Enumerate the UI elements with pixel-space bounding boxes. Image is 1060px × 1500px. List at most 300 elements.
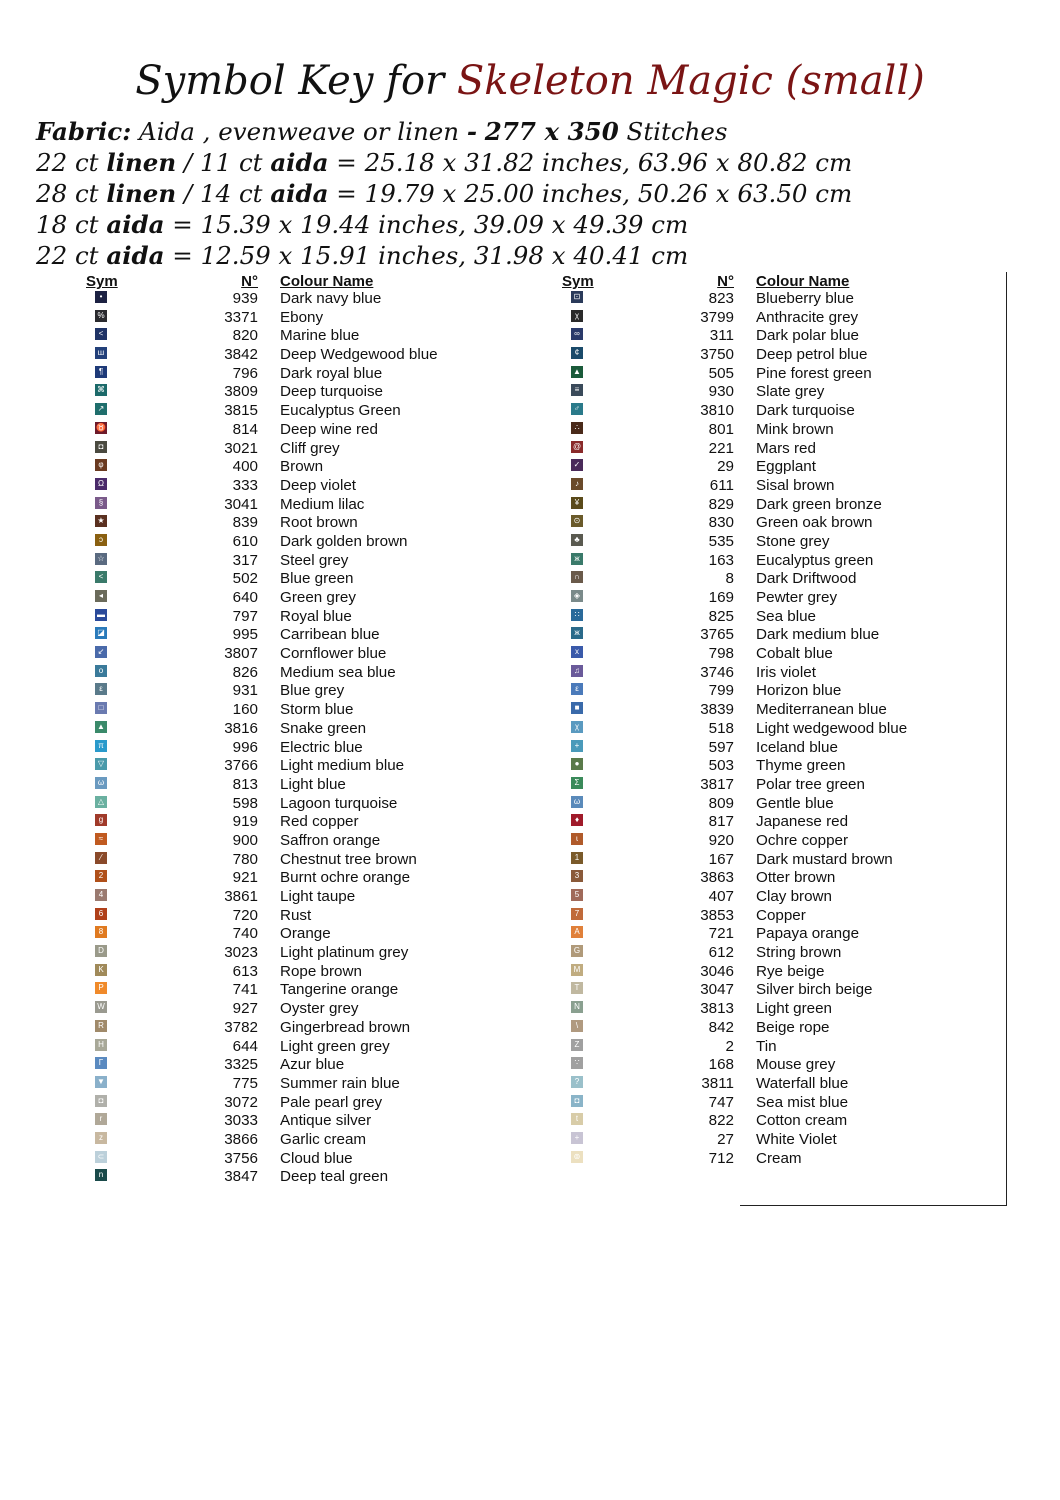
- symbol-swatch-icon: ☆: [95, 553, 107, 565]
- colour-name: Eggplant: [756, 458, 816, 476]
- thread-number: 168: [708, 1056, 734, 1074]
- symbol-swatch-icon: ∷: [571, 609, 583, 621]
- colour-name: Storm blue: [280, 701, 354, 719]
- table-row: [80, 645, 550, 664]
- thread-number: 826: [232, 663, 258, 681]
- table-row: [80, 1000, 550, 1019]
- colour-name: Light medium blue: [280, 757, 405, 775]
- symbol-swatch-icon: 2: [95, 870, 107, 882]
- symbol-swatch-icon: ◈: [571, 590, 583, 602]
- table-row: [80, 795, 550, 814]
- table-row: [556, 1000, 1008, 1019]
- symbol-swatch-icon: □: [95, 702, 107, 714]
- thread-number: 822: [708, 1112, 734, 1130]
- thread-number: 8: [725, 570, 734, 588]
- thread-number: 920: [708, 831, 734, 849]
- colour-name: Tin: [756, 1037, 777, 1055]
- header-colour-name: Colour Name: [756, 273, 850, 290]
- colour-name: Polar tree green: [756, 775, 865, 793]
- size-text: / 14 ct: [176, 179, 271, 208]
- symbol-swatch-icon: \: [571, 1020, 583, 1032]
- colour-name: Copper: [756, 906, 806, 924]
- symbol-swatch-icon: 5: [571, 889, 583, 901]
- colour-name: Snake green: [280, 719, 367, 737]
- size-text: aida: [106, 241, 165, 270]
- table-row: [556, 776, 1008, 795]
- symbol-swatch-icon: §: [95, 497, 107, 509]
- table-row: [556, 440, 1008, 459]
- symbol-swatch-icon: T: [571, 982, 583, 994]
- symbol-swatch-icon: ▽: [95, 758, 107, 770]
- colour-name: Mars red: [756, 439, 816, 457]
- thread-number: 825: [708, 607, 734, 625]
- size-text: = 12.59 x 15.91 inches, 31.98 x 40.41 cm: [164, 241, 689, 270]
- colour-name: Green oak brown: [756, 514, 873, 532]
- symbol-swatch-icon: ↙: [95, 646, 107, 658]
- colour-name: Saffron orange: [280, 831, 381, 849]
- thread-number: 612: [708, 944, 734, 962]
- colour-name: Oyster grey: [280, 1000, 359, 1018]
- table-row: [556, 552, 1008, 571]
- fabric-info: [36, 116, 852, 271]
- table-row: [80, 346, 550, 365]
- thread-number: 502: [232, 570, 258, 588]
- table-row: [80, 1056, 550, 1075]
- symbol-swatch-icon: ≈: [95, 833, 107, 845]
- size-text: aida: [270, 148, 329, 177]
- colour-name: Eucalyptus Green: [280, 402, 401, 420]
- thread-number: 3033: [224, 1112, 258, 1130]
- table-row: [80, 514, 550, 533]
- thread-number: 799: [708, 682, 734, 700]
- symbol-swatch-icon: ε: [571, 683, 583, 695]
- table-row: [80, 496, 550, 515]
- symbol-swatch-icon: ●: [571, 758, 583, 770]
- thread-number: 3847: [224, 1168, 258, 1186]
- table-row: [80, 365, 550, 384]
- thread-number: 221: [708, 439, 734, 457]
- thread-number: 169: [708, 589, 734, 606]
- colour-name: Mouse grey: [756, 1056, 836, 1074]
- table-row: [556, 869, 1008, 888]
- symbol-swatch-icon: <: [95, 571, 107, 583]
- thread-number: 2: [725, 1037, 734, 1055]
- table-row: [556, 813, 1008, 832]
- symbol-swatch-icon: ⁄: [95, 852, 107, 864]
- size-text: = 15.39 x 19.44 inches, 39.09 x 49.39 cm: [164, 210, 689, 239]
- symbol-swatch-icon: ⌘: [97, 385, 105, 395]
- thread-number: 611: [709, 476, 734, 494]
- colour-name: Rope brown: [280, 962, 362, 980]
- table-row: [556, 496, 1008, 515]
- table-row: [556, 458, 1008, 477]
- symbol-swatch-icon: ɩ: [571, 833, 583, 845]
- colour-name: Garlic cream: [280, 1130, 367, 1148]
- thread-number: 996: [232, 738, 258, 756]
- table-row: [556, 832, 1008, 851]
- table-row: [556, 1150, 1008, 1169]
- thread-number: 900: [232, 831, 258, 849]
- table-row: [556, 645, 1008, 664]
- symbol-swatch-icon: ⊂: [95, 1151, 107, 1163]
- colour-name: Light green: [756, 1000, 832, 1018]
- symbol-swatch-icon: ¢: [571, 347, 583, 359]
- table-row: [80, 458, 550, 477]
- thread-number: 3811: [701, 1074, 734, 1092]
- symbol-swatch-icon: ◂: [95, 590, 107, 602]
- size-text: = 25.18 x 31.82 inches, 63.96 x 80.82 cm: [328, 148, 853, 177]
- symbol-swatch-icon: ш: [95, 347, 107, 359]
- symbol-swatch-icon: ♣: [571, 534, 583, 546]
- thread-number: 518: [708, 719, 734, 737]
- colour-name: Root brown: [280, 514, 358, 532]
- symbol-swatch-icon: φ: [95, 459, 107, 471]
- table-row: [80, 626, 550, 645]
- colour-name: Sisal brown: [756, 476, 835, 494]
- table-row: [80, 963, 550, 982]
- table-row: [556, 383, 1008, 402]
- table-row: [80, 589, 550, 608]
- symbol-swatch-icon: A: [571, 926, 583, 938]
- symbol-swatch-icon: ♂: [571, 403, 583, 415]
- symbol-swatch-icon: z: [95, 1132, 107, 1144]
- table-row: [556, 701, 1008, 720]
- symbol-swatch-icon: ¶: [95, 366, 107, 378]
- thread-number: 3765: [700, 626, 734, 644]
- table-row: [80, 981, 550, 1000]
- size-text: aida: [270, 179, 329, 208]
- colour-name: Steel grey: [280, 551, 349, 569]
- table-row: [556, 570, 1008, 589]
- symbol-swatch-icon: %: [95, 310, 107, 322]
- table-row: [556, 514, 1008, 533]
- symbol-swatch-icon: Z: [571, 1039, 583, 1051]
- colour-name: Rust: [280, 906, 312, 924]
- table-row: [556, 851, 1008, 870]
- colour-name: Silver birch beige: [756, 981, 873, 999]
- table-body: [80, 290, 550, 1187]
- thread-number: 407: [708, 888, 734, 905]
- colour-name: Deep Wedgewood blue: [280, 346, 438, 364]
- table-row: [556, 1131, 1008, 1150]
- symbol-swatch-icon: •: [95, 291, 107, 303]
- colour-name: Ebony: [280, 308, 324, 326]
- symbol-swatch-icon: Ω: [95, 478, 107, 490]
- symbol-swatch-icon: D: [95, 945, 107, 957]
- symbol-swatch-icon: @: [572, 441, 582, 451]
- thread-number: 333: [232, 476, 258, 494]
- colour-name: Sea blue: [756, 607, 816, 625]
- symbol-table-left: [80, 272, 550, 1187]
- header-sym: Sym: [562, 273, 594, 290]
- table-row: [80, 757, 550, 776]
- colour-name: Light taupe: [280, 888, 356, 905]
- symbol-swatch-icon: χ: [571, 310, 583, 322]
- thread-number: 3756: [224, 1149, 258, 1167]
- size-text: 28 ct: [36, 179, 107, 208]
- table-row: [556, 907, 1008, 926]
- colour-name: Anthracite grey: [756, 308, 859, 326]
- thread-number: 919: [232, 813, 258, 831]
- size-text: 22 ct: [36, 148, 107, 177]
- symbol-swatch-icon: ⊡: [571, 291, 583, 303]
- colour-name: Deep petrol blue: [756, 346, 868, 364]
- colour-name: Summer rain blue: [280, 1074, 400, 1092]
- table-row: [556, 1094, 1008, 1113]
- colour-name: Pine forest green: [756, 364, 872, 382]
- table-row: [556, 626, 1008, 645]
- size-text: linen: [106, 148, 177, 177]
- colour-name: Dark navy blue: [280, 290, 382, 307]
- colour-name: Horizon blue: [756, 682, 842, 700]
- thread-number: 829: [708, 495, 734, 513]
- symbol-swatch-icon: ≡: [571, 384, 583, 396]
- thread-number: 809: [708, 794, 734, 812]
- colour-name: Marine blue: [280, 327, 360, 345]
- fabric-dash: -: [466, 117, 477, 146]
- table-row: [556, 757, 1008, 776]
- table-row: [80, 552, 550, 571]
- table-row: [80, 477, 550, 496]
- size-text: / 11 ct: [176, 148, 271, 177]
- table-header: [80, 272, 550, 290]
- table-row: [556, 795, 1008, 814]
- symbol-swatch-icon: ◘: [571, 1095, 583, 1107]
- table-row: [556, 981, 1008, 1000]
- symbol-swatch-icon: ♫: [571, 665, 583, 677]
- symbol-swatch-icon: ↗: [95, 403, 107, 415]
- symbol-swatch-icon: P: [95, 982, 107, 994]
- symbol-swatch-icon: M: [571, 964, 583, 976]
- header-sym: Sym: [86, 273, 118, 290]
- symbol-swatch-icon: ж: [571, 553, 583, 565]
- fabric-label: Fabric:: [36, 117, 132, 146]
- thread-number: 741: [232, 981, 258, 999]
- thread-number: 163: [708, 551, 734, 569]
- colour-name: Gentle blue: [756, 794, 834, 812]
- thread-number: 813: [232, 775, 258, 793]
- colour-name: Eucalyptus green: [756, 551, 874, 569]
- thread-number: 931: [232, 682, 258, 700]
- header-number: N°: [241, 273, 258, 290]
- table-row: [556, 739, 1008, 758]
- colour-name: Lagoon turquoise: [280, 794, 398, 812]
- table-body: [556, 290, 1008, 1168]
- fabric-line: [36, 116, 852, 147]
- symbol-swatch-icon: ⊚: [571, 1151, 583, 1163]
- symbol-swatch-icon: R: [95, 1020, 107, 1032]
- table-row: [80, 1094, 550, 1113]
- thread-number: 3810: [700, 402, 734, 420]
- thread-number: 3853: [700, 906, 734, 924]
- colour-name: Pewter grey: [756, 589, 838, 606]
- colour-name: Blue grey: [280, 682, 345, 700]
- colour-name: Cloud blue: [280, 1149, 353, 1167]
- thread-number: 644: [232, 1037, 258, 1055]
- thread-number: 3813: [700, 1000, 734, 1018]
- colour-name: Dark Driftwood: [756, 570, 857, 588]
- table-row: [556, 1056, 1008, 1075]
- colour-name: Beige rope: [756, 1018, 830, 1036]
- colour-name: Antique silver: [280, 1112, 372, 1130]
- colour-name: Brown: [280, 458, 324, 476]
- table-row: [80, 608, 550, 627]
- thread-number: 3041: [224, 495, 258, 513]
- thread-number: 839: [232, 514, 258, 532]
- thread-number: 817: [708, 813, 734, 831]
- symbol-swatch-icon: χ: [571, 721, 583, 733]
- thread-number: 3046: [700, 962, 734, 980]
- thread-number: 535: [708, 532, 734, 550]
- symbol-swatch-icon: ∩: [571, 571, 583, 583]
- table-row: [556, 477, 1008, 496]
- symbol-swatch-icon: N: [571, 1001, 583, 1013]
- table-row: [556, 944, 1008, 963]
- colour-name: Medium lilac: [280, 495, 365, 513]
- symbol-table-right: [556, 272, 1008, 1168]
- table-row: [80, 383, 550, 402]
- colour-name: Gingerbread brown: [280, 1018, 411, 1036]
- thread-number: 3023: [224, 944, 258, 962]
- symbol-swatch-icon: ■: [571, 702, 583, 714]
- thread-number: 720: [232, 906, 258, 924]
- symbol-swatch-icon: 6: [95, 908, 107, 920]
- thread-number: 830: [708, 514, 734, 532]
- symbol-swatch-icon: π: [95, 740, 107, 752]
- symbol-swatch-icon: o: [95, 665, 107, 677]
- colour-name: Orange: [280, 925, 331, 943]
- colour-name: Royal blue: [280, 607, 352, 625]
- table-row: [80, 925, 550, 944]
- thread-number: 3746: [700, 663, 734, 681]
- table-row: [80, 402, 550, 421]
- thread-number: 160: [232, 701, 258, 719]
- size-line-2: [36, 178, 852, 209]
- header-number: N°: [717, 273, 734, 290]
- symbol-swatch-icon: ω: [571, 796, 583, 808]
- symbol-swatch-icon: ω: [95, 777, 107, 789]
- symbol-swatch-icon: 3: [571, 870, 583, 882]
- table-row: [80, 533, 550, 552]
- pattern-name: Skeleton Magic (small): [456, 58, 925, 104]
- symbol-swatch-icon: 8: [95, 926, 107, 938]
- table-header: [556, 272, 1008, 290]
- thread-number: 3047: [700, 981, 734, 999]
- table-row: [556, 682, 1008, 701]
- thread-number: 798: [708, 645, 734, 663]
- table-row: [80, 421, 550, 440]
- colour-name: Dark polar blue: [756, 327, 859, 345]
- table-row: [80, 1131, 550, 1150]
- page-title: [0, 58, 1060, 104]
- thread-number: 740: [232, 925, 258, 943]
- symbol-swatch-icon: n: [95, 1169, 107, 1181]
- colour-name: Light blue: [280, 775, 346, 793]
- colour-name: Sea mist blue: [756, 1093, 849, 1111]
- thread-number: 3809: [224, 383, 258, 401]
- symbol-swatch-icon: ∵: [571, 1057, 583, 1069]
- colour-name: Iceland blue: [756, 738, 838, 756]
- symbol-swatch-icon: K: [95, 964, 107, 976]
- table-row: [556, 925, 1008, 944]
- table-row: [80, 664, 550, 683]
- colour-name: Cornflower blue: [280, 645, 387, 663]
- colour-name: Azur blue: [280, 1056, 345, 1074]
- colour-name: Slate grey: [756, 383, 825, 401]
- thread-number: 27: [717, 1130, 734, 1148]
- thread-number: 640: [232, 589, 258, 606]
- thread-number: 721: [708, 925, 734, 943]
- thread-number: 796: [232, 364, 258, 382]
- colour-name: Carribean blue: [280, 626, 380, 644]
- symbol-swatch-icon: W: [95, 1001, 107, 1013]
- table-row: [80, 440, 550, 459]
- table-border-bottom: [740, 1205, 1007, 1206]
- colour-name: Papaya orange: [756, 925, 860, 943]
- thread-number: 842: [708, 1018, 734, 1036]
- thread-number: 167: [708, 850, 734, 868]
- thread-number: 775: [232, 1074, 258, 1092]
- symbol-swatch-icon: <: [95, 328, 107, 340]
- thread-number: 311: [709, 327, 734, 345]
- symbol-swatch-icon: ▲: [95, 721, 107, 733]
- table-row: [556, 720, 1008, 739]
- symbol-swatch-icon: ¥: [571, 497, 583, 509]
- thread-number: 610: [232, 532, 258, 550]
- table-row: [556, 1112, 1008, 1131]
- colour-name: Green grey: [280, 589, 356, 606]
- table-row: [80, 1038, 550, 1057]
- table-row: [556, 608, 1008, 627]
- colour-name: Light platinum grey: [280, 944, 409, 962]
- table-row: [80, 327, 550, 346]
- thread-number: 3817: [700, 775, 734, 793]
- size-text: aida: [106, 210, 165, 239]
- thread-number: 3021: [224, 439, 258, 457]
- table-row: [556, 1075, 1008, 1094]
- thread-number: 712: [708, 1149, 734, 1167]
- colour-name: Deep wine red: [280, 420, 378, 438]
- colour-name: Cobalt blue: [756, 645, 833, 663]
- colour-name: Dark medium blue: [756, 626, 880, 644]
- symbol-swatch-icon: H: [95, 1039, 107, 1051]
- colour-name: Red copper: [280, 813, 359, 831]
- colour-name: Thyme green: [756, 757, 846, 775]
- table-row: [80, 869, 550, 888]
- colour-name: Mediterranean blue: [756, 701, 887, 719]
- symbol-swatch-icon: 4: [95, 889, 107, 901]
- thread-number: 3782: [224, 1018, 258, 1036]
- table-row: [80, 907, 550, 926]
- thread-number: 3815: [224, 402, 258, 420]
- colour-name: Deep turquoise: [280, 383, 384, 401]
- thread-number: 3750: [700, 346, 734, 364]
- thread-number: 503: [708, 757, 734, 775]
- colour-name: Blue green: [280, 570, 354, 588]
- thread-number: 3807: [224, 645, 258, 663]
- thread-number: 3072: [224, 1093, 258, 1111]
- colour-name: Cliff grey: [280, 439, 340, 457]
- symbol-swatch-icon: △: [95, 796, 107, 808]
- colour-name: Chestnut tree brown: [280, 850, 417, 868]
- symbol-swatch-icon: ∴: [571, 422, 583, 434]
- symbol-swatch-icon: ɔ: [95, 534, 107, 546]
- colour-name: Dark green bronze: [756, 495, 882, 513]
- symbol-swatch-icon: ▬: [97, 609, 105, 619]
- symbol-swatch-icon: G: [571, 945, 583, 957]
- colour-name: Otter brown: [756, 869, 836, 887]
- title-prefix: Symbol Key for: [135, 58, 445, 104]
